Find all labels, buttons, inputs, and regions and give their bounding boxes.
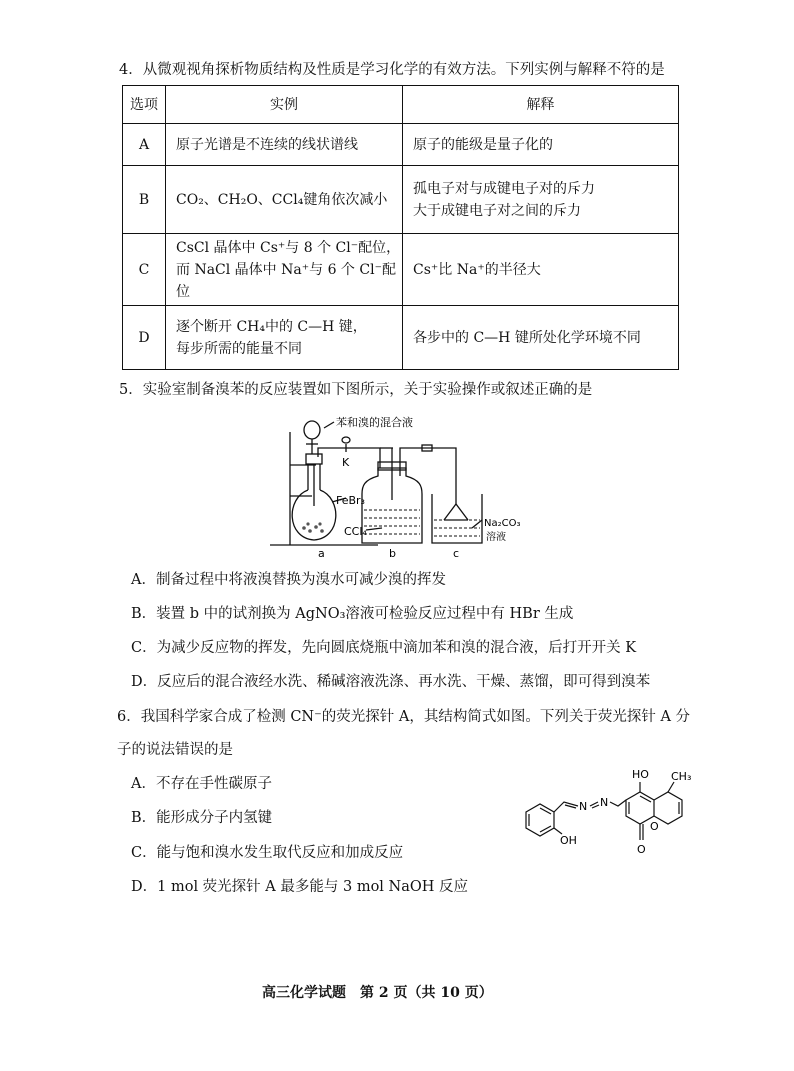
ring-oxygen-label: O	[650, 820, 659, 833]
table-row	[123, 166, 679, 234]
oh-label: OH	[560, 834, 577, 847]
header-explanation: 解释	[403, 86, 679, 124]
explanation-line: Cs⁺比 Na⁺的半径大	[413, 261, 541, 278]
explanation-line: 大于成键电子对之间的斥力	[413, 202, 581, 219]
bromobenzene-apparatus-figure	[260, 410, 550, 562]
q5-option-a: A．制备过程中将液溴替换为溴水可减少溴的挥发	[131, 572, 446, 588]
q4-stem: 4．从微观视角探析物质结构及性质是学习化学的有效方法。下列实例与解释不符的是	[119, 62, 665, 78]
q6-option-c: C．能与饱和溴水发生取代反应和加成反应	[131, 845, 404, 861]
q6-option-a: A．不存在手性碳原子	[131, 776, 272, 792]
row-option: A	[123, 124, 166, 166]
n-label-1: N	[579, 800, 588, 813]
table-row	[123, 234, 679, 306]
row-explanation	[403, 306, 679, 370]
example-line: 原子光谱是不连续的线状谱线	[176, 136, 358, 153]
row-explanation	[403, 166, 679, 234]
table-row	[123, 306, 679, 370]
row-option: C	[123, 234, 166, 306]
explanation-line: 各步中的 C—H 键所处化学环境不同	[413, 329, 641, 346]
q5-option-c: C．为减少反应物的挥发，先向圆底烧瓶中滴加苯和溴的混合液，后打开开关 K	[131, 640, 637, 656]
n-label-2: N	[600, 796, 609, 809]
valve-k-label: K	[342, 456, 350, 469]
table-row	[123, 124, 679, 166]
example-line: 而 NaCl 晶体中 Na⁺与 6 个 Cl⁻配位	[176, 261, 396, 300]
q5-option-b: B．装置 b 中的试剂换为 AgNO₃溶液可检验反应过程中有 HBr 生成	[131, 606, 574, 622]
example-line: CO₂、CH₂O、CCl₄键角依次减小	[176, 191, 388, 208]
row-explanation	[403, 124, 679, 166]
carbonyl-oxygen-label: O	[637, 843, 646, 856]
row-option: D	[123, 306, 166, 370]
mixture-label: 苯和溴的混合液	[336, 416, 413, 429]
na2co3-label: Na₂CO₃	[484, 518, 521, 529]
ho-label: HO	[632, 768, 649, 781]
row-example	[166, 166, 403, 234]
q6-option-b: B．能形成分子内氢键	[131, 810, 273, 826]
febr3-label: FeBr₃	[336, 494, 365, 507]
example-line: 逐个断开 CH₄中的 C—H 键，	[176, 318, 367, 335]
row-option: B	[123, 166, 166, 234]
row-example	[166, 124, 403, 166]
label-a: a	[318, 547, 325, 560]
fluorescent-probe-structure	[508, 760, 698, 860]
label-c: c	[453, 547, 460, 560]
example-line: 每步所需的能量不同	[176, 340, 302, 357]
row-example	[166, 306, 403, 370]
row-explanation	[403, 234, 679, 306]
page-footer: 高三化学试题 第 2 页（共 10 页）	[262, 985, 493, 1001]
row-example	[166, 234, 403, 306]
table-header-row	[123, 86, 679, 124]
q5-option-d: D．反应后的混合液经水洗、稀碱溶液洗涤、再水洗、干燥、蒸馏，即可得到溴苯	[131, 674, 651, 690]
ccl4-label: CCl₄	[344, 525, 367, 538]
header-example: 实例	[166, 86, 403, 124]
q6-stem-line1: 6．我国科学家合成了检测 CN⁻的荧光探针 A，其结构简式如图。下列关于荧光探针 A 分	[117, 709, 691, 725]
label-b: b	[389, 547, 396, 560]
q6-stem-line2: 子的说法错误的是	[117, 742, 233, 758]
q4-table	[122, 85, 679, 370]
header-option: 选项	[123, 86, 166, 124]
q6-option-d: D．1 mol 荧光探针 A 最多能与 3 mol NaOH 反应	[131, 879, 469, 895]
explanation-line: 孤电子对与成键电子对的斥力	[413, 180, 595, 197]
q5-stem: 5．实验室制备溴苯的反应装置如下图所示，关于实验操作或叙述正确的是	[119, 382, 593, 398]
explanation-line: 原子的能级是量子化的	[413, 136, 553, 153]
ch3-label: CH₃	[671, 770, 692, 783]
example-line: CsCl 晶体中 Cs⁺与 8 个 Cl⁻配位，	[176, 239, 401, 256]
solution-label: 溶液	[486, 532, 506, 543]
